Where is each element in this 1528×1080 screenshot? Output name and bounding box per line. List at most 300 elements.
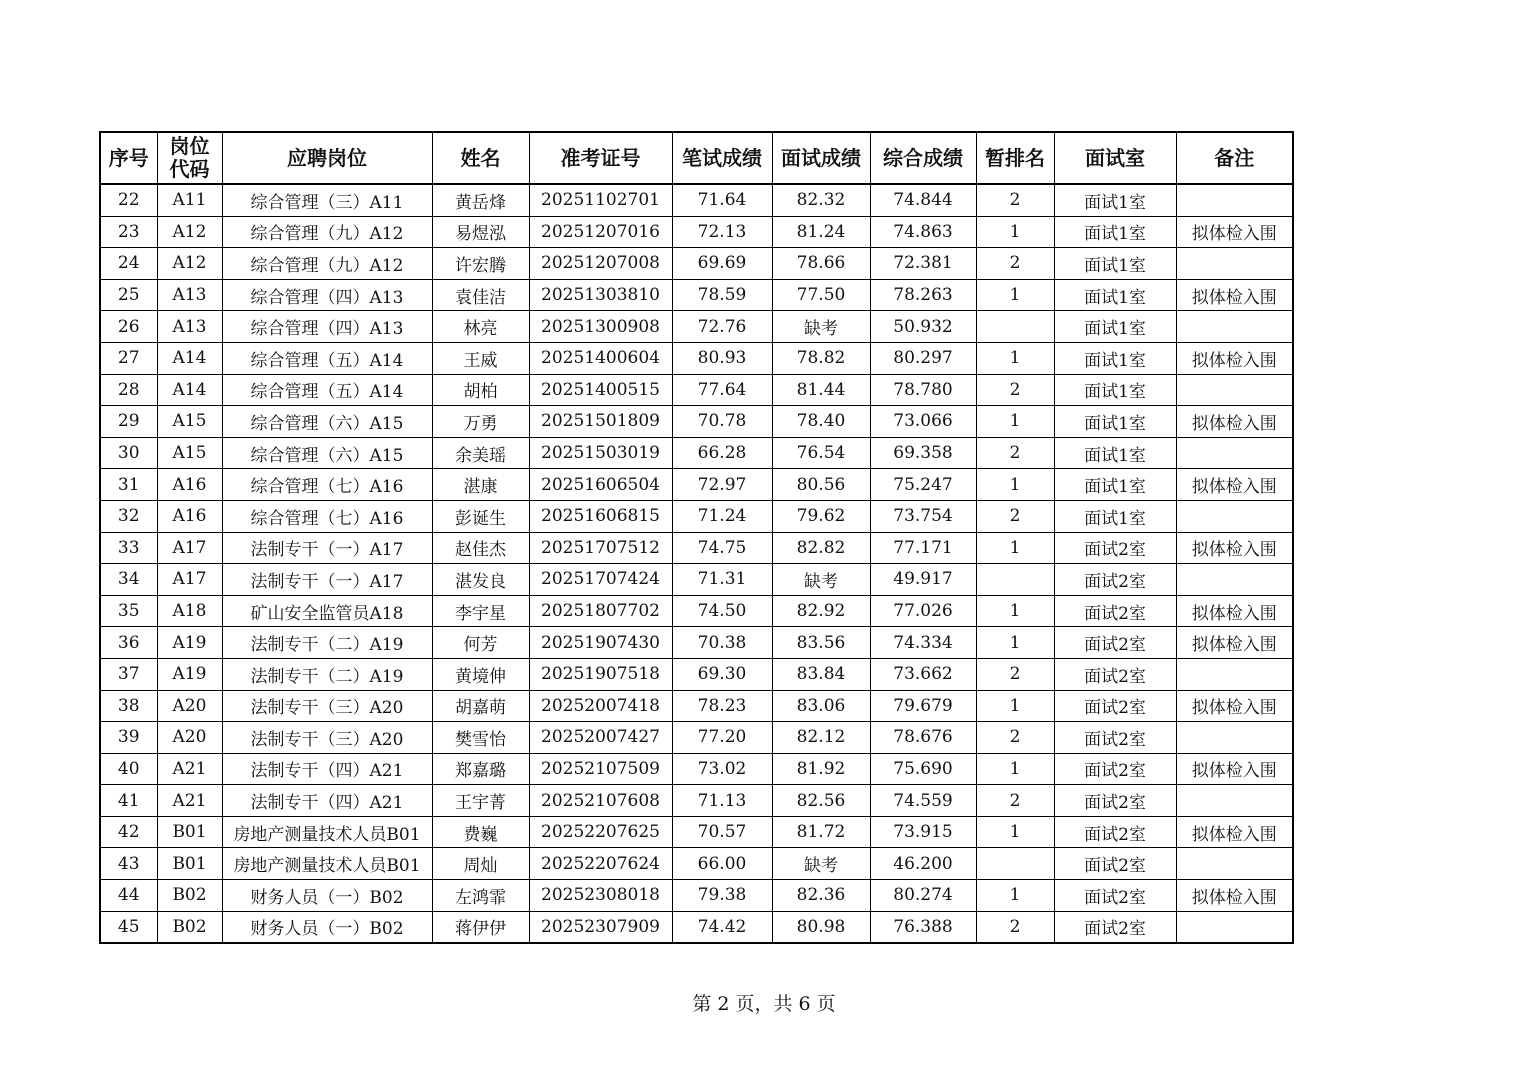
cell-name: 湛康 [432, 469, 529, 501]
cell-exam-id: 20251303810 [529, 279, 672, 311]
cell-exam-id: 20252007427 [529, 722, 672, 754]
cell-exam-id: 20252007418 [529, 690, 672, 722]
cell-rank: 2 [976, 437, 1054, 469]
cell-total-score: 74.844 [870, 184, 976, 216]
header-name: 姓名 [432, 132, 529, 184]
cell-position: 综合管理（六）A15 [222, 437, 432, 469]
cell-position-code: A19 [157, 627, 222, 659]
cell-rank: 2 [976, 722, 1054, 754]
cell-interview-score: 80.56 [772, 469, 870, 501]
cell-total-score: 46.200 [870, 848, 976, 880]
table-row [100, 500, 1293, 532]
cell-position-code: A13 [157, 279, 222, 311]
cell-total-score: 75.247 [870, 469, 976, 501]
cell-interview-room: 面试1室 [1054, 216, 1176, 248]
cell-interview-score: 82.92 [772, 595, 870, 627]
cell-rank: 2 [976, 184, 1054, 216]
cell-interview-room: 面试1室 [1054, 500, 1176, 532]
cell-total-score: 78.780 [870, 374, 976, 406]
cell-remark [1176, 848, 1293, 880]
cell-total-score: 80.297 [870, 342, 976, 374]
cell-interview-score: 82.82 [772, 532, 870, 564]
table-body [100, 184, 1293, 943]
header-position: 应聘岗位 [222, 132, 432, 184]
cell-written-score: 77.20 [672, 722, 772, 754]
cell-index: 33 [100, 532, 157, 564]
cell-position: 法制专干（二）A19 [222, 658, 432, 690]
table-row [100, 690, 1293, 722]
cell-rank: 1 [976, 595, 1054, 627]
cell-interview-room: 面试2室 [1054, 816, 1176, 848]
cell-written-score: 66.00 [672, 848, 772, 880]
cell-interview-room: 面试2室 [1054, 690, 1176, 722]
cell-position-code: B01 [157, 848, 222, 880]
table-row [100, 311, 1293, 343]
cell-remark [1176, 564, 1293, 596]
cell-rank: 2 [976, 500, 1054, 532]
cell-rank: 1 [976, 816, 1054, 848]
cell-interview-score: 77.50 [772, 279, 870, 311]
cell-index: 31 [100, 469, 157, 501]
cell-interview-room: 面试2室 [1054, 880, 1176, 912]
cell-position-code: A19 [157, 658, 222, 690]
cell-position: 综合管理（五）A14 [222, 374, 432, 406]
cell-exam-id: 20251400604 [529, 342, 672, 374]
cell-position-code: A16 [157, 469, 222, 501]
cell-index: 28 [100, 374, 157, 406]
cell-remark [1176, 500, 1293, 532]
cell-position: 综合管理（七）A16 [222, 500, 432, 532]
cell-exam-id: 20252107608 [529, 785, 672, 817]
cell-index: 45 [100, 911, 157, 943]
cell-interview-score: 78.66 [772, 248, 870, 280]
cell-position: 综合管理（五）A14 [222, 342, 432, 374]
cell-interview-score: 78.40 [772, 406, 870, 438]
cell-interview-room: 面试1室 [1054, 437, 1176, 469]
cell-interview-score: 83.06 [772, 690, 870, 722]
cell-rank: 1 [976, 342, 1054, 374]
cell-position: 财务人员（一）B02 [222, 911, 432, 943]
cell-interview-room: 面试2室 [1054, 564, 1176, 596]
table-row [100, 184, 1293, 216]
cell-index: 23 [100, 216, 157, 248]
cell-rank: 1 [976, 753, 1054, 785]
cell-interview-score: 83.84 [772, 658, 870, 690]
cell-name: 万勇 [432, 406, 529, 438]
cell-total-score: 49.917 [870, 564, 976, 596]
table-row [100, 532, 1293, 564]
cell-index: 27 [100, 342, 157, 374]
cell-position-code: B02 [157, 880, 222, 912]
cell-name: 易煜泓 [432, 216, 529, 248]
cell-total-score: 50.932 [870, 311, 976, 343]
cell-total-score: 76.388 [870, 911, 976, 943]
cell-written-score: 71.64 [672, 184, 772, 216]
cell-position: 法制专干（四）A21 [222, 753, 432, 785]
cell-rank: 1 [976, 406, 1054, 438]
cell-position-code: A18 [157, 595, 222, 627]
cell-total-score: 73.662 [870, 658, 976, 690]
results-table [99, 131, 1294, 944]
cell-total-score: 73.754 [870, 500, 976, 532]
cell-exam-id: 20251606504 [529, 469, 672, 501]
cell-name: 左鸿霏 [432, 880, 529, 912]
cell-rank: 2 [976, 248, 1054, 280]
cell-position: 法制专干（二）A19 [222, 627, 432, 659]
table-row [100, 279, 1293, 311]
cell-interview-score: 82.32 [772, 184, 870, 216]
cell-interview-score: 76.54 [772, 437, 870, 469]
cell-total-score: 78.263 [870, 279, 976, 311]
cell-remark [1176, 184, 1293, 216]
cell-position-code: B01 [157, 816, 222, 848]
cell-interview-score: 82.12 [772, 722, 870, 754]
cell-exam-id: 20251707512 [529, 532, 672, 564]
cell-position: 法制专干（一）A17 [222, 532, 432, 564]
cell-rank: 1 [976, 532, 1054, 564]
cell-remark: 拟体检入围 [1176, 216, 1293, 248]
cell-remark: 拟体检入围 [1176, 627, 1293, 659]
cell-rank [976, 311, 1054, 343]
cell-written-score: 70.78 [672, 406, 772, 438]
cell-rank: 1 [976, 279, 1054, 311]
cell-written-score: 77.64 [672, 374, 772, 406]
cell-exam-id: 20252308018 [529, 880, 672, 912]
cell-remark: 拟体检入围 [1176, 690, 1293, 722]
cell-remark [1176, 722, 1293, 754]
cell-total-score: 75.690 [870, 753, 976, 785]
cell-interview-room: 面试1室 [1054, 406, 1176, 438]
cell-position-code: A15 [157, 406, 222, 438]
header-position-code [157, 132, 222, 184]
cell-position: 法制专干（四）A21 [222, 785, 432, 817]
header-rank: 暂排名 [976, 132, 1054, 184]
cell-written-score: 71.31 [672, 564, 772, 596]
cell-total-score: 79.679 [870, 690, 976, 722]
cell-name: 许宏腾 [432, 248, 529, 280]
cell-index: 29 [100, 406, 157, 438]
table-row [100, 816, 1293, 848]
cell-position: 法制专干（三）A20 [222, 722, 432, 754]
cell-exam-id: 20251907430 [529, 627, 672, 659]
cell-total-score: 77.171 [870, 532, 976, 564]
header-row [100, 132, 1293, 184]
cell-index: 22 [100, 184, 157, 216]
cell-index: 37 [100, 658, 157, 690]
cell-position-code: A14 [157, 342, 222, 374]
table-row [100, 658, 1293, 690]
cell-name: 赵佳杰 [432, 532, 529, 564]
cell-rank: 2 [976, 911, 1054, 943]
cell-name: 黄境伸 [432, 658, 529, 690]
cell-remark: 拟体检入围 [1176, 880, 1293, 912]
cell-interview-room: 面试2室 [1054, 753, 1176, 785]
cell-position: 综合管理（九）A12 [222, 248, 432, 280]
cell-index: 25 [100, 279, 157, 311]
cell-index: 34 [100, 564, 157, 596]
table-row [100, 880, 1293, 912]
cell-name: 彭诞生 [432, 500, 529, 532]
cell-interview-score: 82.56 [772, 785, 870, 817]
cell-remark: 拟体检入围 [1176, 753, 1293, 785]
cell-exam-id: 20252107509 [529, 753, 672, 785]
cell-remark [1176, 437, 1293, 469]
cell-interview-room: 面试2室 [1054, 532, 1176, 564]
table-row [100, 469, 1293, 501]
cell-written-score: 74.50 [672, 595, 772, 627]
page-footer: 第 2 页，共 6 页 [692, 993, 836, 1015]
cell-exam-id: 20251501809 [529, 406, 672, 438]
cell-position: 法制专干（三）A20 [222, 690, 432, 722]
cell-name: 费巍 [432, 816, 529, 848]
cell-interview-score: 81.24 [772, 216, 870, 248]
cell-name: 林亮 [432, 311, 529, 343]
cell-remark: 拟体检入围 [1176, 595, 1293, 627]
cell-interview-room: 面试2室 [1054, 658, 1176, 690]
cell-interview-score: 81.44 [772, 374, 870, 406]
cell-index: 35 [100, 595, 157, 627]
header-index: 序号 [100, 132, 157, 184]
header-total-score: 综合成绩 [870, 132, 976, 184]
cell-index: 36 [100, 627, 157, 659]
table-row [100, 248, 1293, 280]
cell-total-score: 77.026 [870, 595, 976, 627]
cell-position-code: A12 [157, 216, 222, 248]
cell-name: 李宇星 [432, 595, 529, 627]
cell-name: 湛发良 [432, 564, 529, 596]
cell-exam-id: 20251606815 [529, 500, 672, 532]
cell-index: 43 [100, 848, 157, 880]
cell-interview-room: 面试2室 [1054, 848, 1176, 880]
cell-index: 39 [100, 722, 157, 754]
cell-exam-id: 20251300908 [529, 311, 672, 343]
cell-index: 42 [100, 816, 157, 848]
cell-interview-score: 81.92 [772, 753, 870, 785]
cell-interview-score: 82.36 [772, 880, 870, 912]
cell-total-score: 72.381 [870, 248, 976, 280]
cell-name: 郑嘉璐 [432, 753, 529, 785]
cell-name: 王威 [432, 342, 529, 374]
cell-written-score: 71.24 [672, 500, 772, 532]
cell-rank [976, 564, 1054, 596]
cell-written-score: 78.23 [672, 690, 772, 722]
cell-written-score: 80.93 [672, 342, 772, 374]
cell-name: 周灿 [432, 848, 529, 880]
cell-total-score: 74.863 [870, 216, 976, 248]
cell-name: 王宇菁 [432, 785, 529, 817]
cell-exam-id: 20251400515 [529, 374, 672, 406]
cell-rank: 2 [976, 658, 1054, 690]
cell-position-code: A11 [157, 184, 222, 216]
cell-name: 余美瑶 [432, 437, 529, 469]
cell-index: 24 [100, 248, 157, 280]
cell-interview-room: 面试2室 [1054, 911, 1176, 943]
cell-total-score: 73.915 [870, 816, 976, 848]
cell-remark: 拟体检入围 [1176, 532, 1293, 564]
cell-written-score: 73.02 [672, 753, 772, 785]
cell-total-score: 69.358 [870, 437, 976, 469]
cell-remark: 拟体检入围 [1176, 469, 1293, 501]
cell-position: 房地产测量技术人员B01 [222, 816, 432, 848]
header-interview-room: 面试室 [1054, 132, 1176, 184]
cell-position-code: A17 [157, 564, 222, 596]
cell-exam-id: 20252307909 [529, 911, 672, 943]
cell-name: 胡嘉萌 [432, 690, 529, 722]
table-row [100, 564, 1293, 596]
cell-interview-room: 面试1室 [1054, 469, 1176, 501]
header-interview-score: 面试成绩 [772, 132, 870, 184]
cell-interview-room: 面试1室 [1054, 279, 1176, 311]
cell-written-score: 78.59 [672, 279, 772, 311]
cell-written-score: 72.13 [672, 216, 772, 248]
cell-interview-score: 缺考 [772, 564, 870, 596]
cell-position: 综合管理（四）A13 [222, 279, 432, 311]
cell-index: 26 [100, 311, 157, 343]
cell-remark [1176, 311, 1293, 343]
cell-exam-id: 20251907518 [529, 658, 672, 690]
cell-name: 袁佳洁 [432, 279, 529, 311]
cell-name: 蒋伊伊 [432, 911, 529, 943]
cell-remark: 拟体检入围 [1176, 342, 1293, 374]
table-row [100, 374, 1293, 406]
table-row [100, 595, 1293, 627]
table-row [100, 722, 1293, 754]
cell-interview-room: 面试1室 [1054, 184, 1176, 216]
table-row [100, 406, 1293, 438]
cell-exam-id: 20251707424 [529, 564, 672, 596]
cell-total-score: 80.274 [870, 880, 976, 912]
cell-rank: 1 [976, 216, 1054, 248]
cell-written-score: 79.38 [672, 880, 772, 912]
cell-total-score: 73.066 [870, 406, 976, 438]
cell-rank: 1 [976, 880, 1054, 912]
cell-written-score: 72.76 [672, 311, 772, 343]
table-row [100, 627, 1293, 659]
cell-position: 矿山安全监管员A18 [222, 595, 432, 627]
header-code-line-1: 岗位 [169, 134, 210, 158]
cell-position-code: A14 [157, 374, 222, 406]
cell-interview-score: 缺考 [772, 848, 870, 880]
cell-name: 樊雪怡 [432, 722, 529, 754]
cell-position: 房地产测量技术人员B01 [222, 848, 432, 880]
header-written-score: 笔试成绩 [672, 132, 772, 184]
cell-rank: 1 [976, 627, 1054, 659]
table-row [100, 753, 1293, 785]
cell-interview-room: 面试2室 [1054, 627, 1176, 659]
cell-position-code: A16 [157, 500, 222, 532]
cell-written-score: 72.97 [672, 469, 772, 501]
table-row [100, 848, 1293, 880]
cell-total-score: 78.676 [870, 722, 976, 754]
cell-rank: 2 [976, 785, 1054, 817]
cell-interview-room: 面试2室 [1054, 595, 1176, 627]
cell-total-score: 74.559 [870, 785, 976, 817]
cell-name: 胡柏 [432, 374, 529, 406]
cell-position-code: A20 [157, 690, 222, 722]
cell-exam-id: 20251503019 [529, 437, 672, 469]
cell-interview-score: 缺考 [772, 311, 870, 343]
header-remark: 备注 [1176, 132, 1293, 184]
cell-name: 何芳 [432, 627, 529, 659]
table-row [100, 216, 1293, 248]
cell-position-code: A12 [157, 248, 222, 280]
cell-position-code: A13 [157, 311, 222, 343]
cell-total-score: 74.334 [870, 627, 976, 659]
cell-interview-room: 面试1室 [1054, 342, 1176, 374]
table-row [100, 437, 1293, 469]
cell-position: 综合管理（九）A12 [222, 216, 432, 248]
cell-exam-id: 20252207625 [529, 816, 672, 848]
cell-written-score: 70.38 [672, 627, 772, 659]
cell-exam-id: 20252207624 [529, 848, 672, 880]
cell-position-code: A21 [157, 785, 222, 817]
cell-position: 法制专干（一）A17 [222, 564, 432, 596]
cell-written-score: 69.69 [672, 248, 772, 280]
cell-written-score: 70.57 [672, 816, 772, 848]
header-code-line-2: 代码 [169, 157, 210, 181]
cell-written-score: 71.13 [672, 785, 772, 817]
cell-written-score: 74.42 [672, 911, 772, 943]
cell-remark: 拟体检入围 [1176, 406, 1293, 438]
cell-written-score: 74.75 [672, 532, 772, 564]
cell-written-score: 69.30 [672, 658, 772, 690]
cell-interview-score: 83.56 [772, 627, 870, 659]
cell-remark [1176, 785, 1293, 817]
cell-remark [1176, 911, 1293, 943]
cell-remark: 拟体检入围 [1176, 279, 1293, 311]
cell-interview-room: 面试1室 [1054, 248, 1176, 280]
cell-exam-id: 20251207008 [529, 248, 672, 280]
cell-position: 综合管理（四）A13 [222, 311, 432, 343]
cell-name: 黄岳烽 [432, 184, 529, 216]
cell-remark: 拟体检入围 [1176, 816, 1293, 848]
cell-index: 30 [100, 437, 157, 469]
cell-exam-id: 20251807702 [529, 595, 672, 627]
cell-index: 44 [100, 880, 157, 912]
cell-position-code: A21 [157, 753, 222, 785]
cell-position-code: A17 [157, 532, 222, 564]
cell-written-score: 66.28 [672, 437, 772, 469]
cell-remark [1176, 248, 1293, 280]
cell-interview-room: 面试1室 [1054, 374, 1176, 406]
cell-exam-id: 20251102701 [529, 184, 672, 216]
cell-rank [976, 848, 1054, 880]
cell-interview-score: 81.72 [772, 816, 870, 848]
cell-interview-room: 面试2室 [1054, 785, 1176, 817]
table-row [100, 342, 1293, 374]
cell-index: 40 [100, 753, 157, 785]
cell-rank: 1 [976, 690, 1054, 722]
cell-position-code: A20 [157, 722, 222, 754]
cell-interview-score: 79.62 [772, 500, 870, 532]
cell-remark [1176, 374, 1293, 406]
cell-interview-room: 面试2室 [1054, 722, 1176, 754]
cell-position: 综合管理（七）A16 [222, 469, 432, 501]
cell-position: 综合管理（六）A15 [222, 406, 432, 438]
cell-exam-id: 20251207016 [529, 216, 672, 248]
cell-position: 综合管理（三）A11 [222, 184, 432, 216]
cell-position-code: A15 [157, 437, 222, 469]
table-row [100, 785, 1293, 817]
cell-index: 38 [100, 690, 157, 722]
cell-remark [1176, 658, 1293, 690]
cell-index: 41 [100, 785, 157, 817]
cell-interview-room: 面试1室 [1054, 311, 1176, 343]
cell-index: 32 [100, 500, 157, 532]
cell-position-code: B02 [157, 911, 222, 943]
cell-rank: 1 [976, 469, 1054, 501]
cell-rank: 2 [976, 374, 1054, 406]
